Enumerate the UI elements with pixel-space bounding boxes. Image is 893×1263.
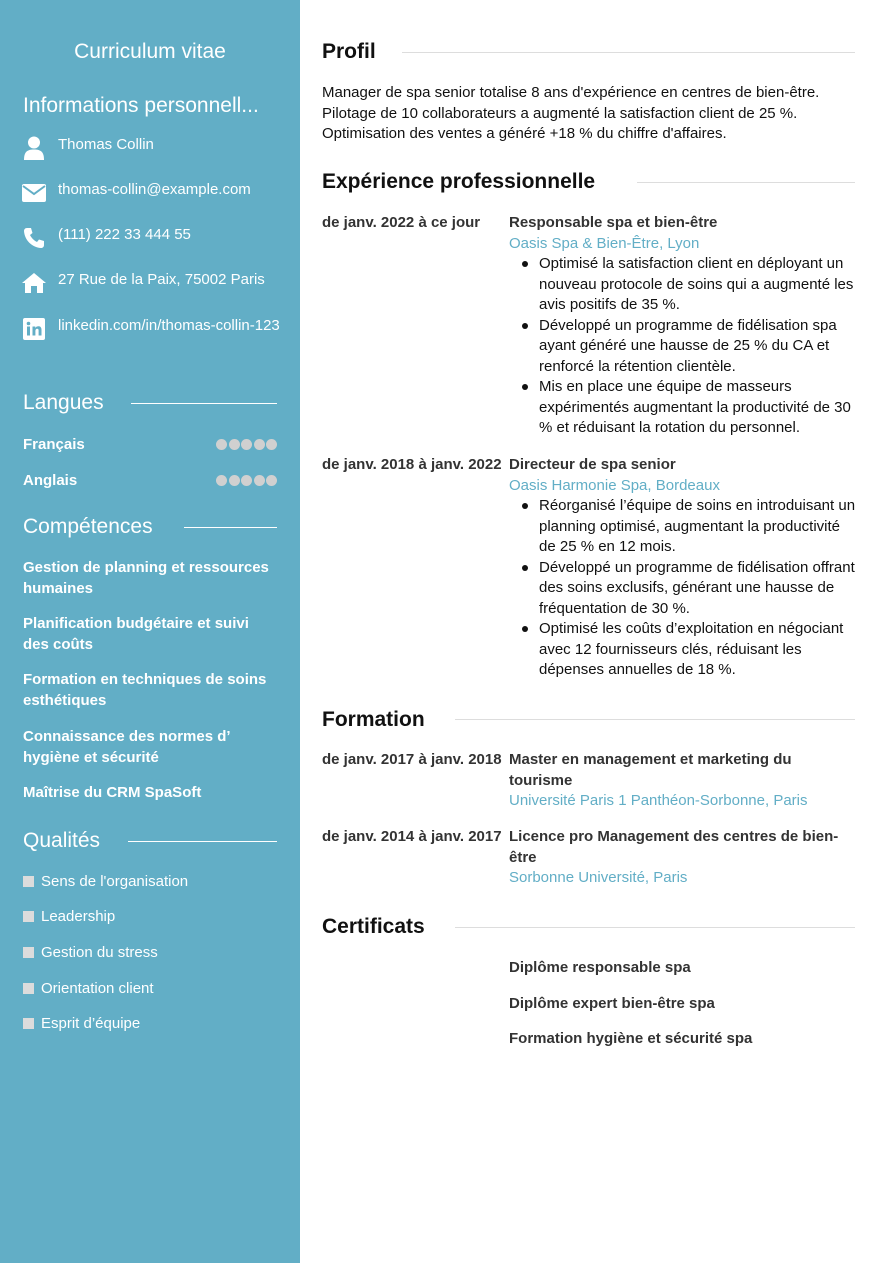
certificate-item: Diplôme responsable spa xyxy=(509,959,691,976)
achievement-item: Réorganisé l’équipe de soins en introduisant un planning optimisé, augmentant la productivité de 25 % en 12 mois. xyxy=(509,496,857,558)
skill-item: Maîtrise du CRM SpaSoft xyxy=(23,784,202,801)
quality-label: Gestion du stress xyxy=(41,944,158,961)
certificate-item: Diplôme expert bien-être spa xyxy=(509,995,715,1012)
language-level-dots xyxy=(216,439,277,450)
level-dot xyxy=(229,475,240,486)
language-name: Français xyxy=(23,435,85,453)
quality-label: Orientation client xyxy=(41,980,154,997)
contact-name: Thomas Collin xyxy=(58,136,154,153)
education-heading: Formation xyxy=(322,708,425,731)
level-dot xyxy=(216,439,227,450)
home-icon xyxy=(21,270,47,296)
level-dot xyxy=(266,439,277,450)
languages-divider xyxy=(131,403,277,404)
experience-dates: de janv. 2022 à ce jour xyxy=(322,214,481,231)
quality-item xyxy=(23,908,115,925)
square-bullet-icon xyxy=(23,983,34,994)
institution: Université Paris 1 Panthéon-Sorbonne, Paris xyxy=(509,792,808,809)
level-dot xyxy=(266,475,277,486)
institution: Sorbonne Université, Paris xyxy=(509,869,688,886)
job-title: Directeur de spa senior xyxy=(509,456,676,473)
degree-title: Master en management et marketing du tourisme xyxy=(509,751,792,789)
skills-heading: Compétences xyxy=(23,515,153,538)
experience-entry xyxy=(509,213,857,439)
education-entry xyxy=(509,750,857,812)
level-dot xyxy=(241,439,252,450)
certificates-heading: Certificats xyxy=(322,915,425,938)
contact-phone-row xyxy=(21,225,281,251)
contact-address: 27 Rue de la Paix, 75002 Paris xyxy=(58,271,265,288)
envelope-icon xyxy=(21,180,47,206)
experience-entry xyxy=(509,455,857,681)
education-divider xyxy=(455,719,855,720)
language-row xyxy=(23,434,277,454)
languages-heading: Langues xyxy=(23,391,104,414)
square-bullet-icon xyxy=(23,911,34,922)
language-name: Anglais xyxy=(23,471,78,489)
achievement-list xyxy=(509,496,857,681)
main-content xyxy=(300,0,893,1263)
contact-email-row xyxy=(21,180,281,206)
level-dot xyxy=(229,439,240,450)
skill-item: Planification budgétaire et suivi des coûts xyxy=(23,615,249,653)
experience-heading: Expérience professionnelle xyxy=(322,170,596,193)
skill-item: Formation en techniques de soins esthétiques xyxy=(23,671,267,709)
quality-label: Sens de l'organisation xyxy=(41,873,189,890)
qualities-divider xyxy=(128,841,277,842)
level-dot xyxy=(216,475,227,486)
experience-divider xyxy=(637,182,855,183)
skills-divider xyxy=(184,527,277,528)
language-row xyxy=(23,470,277,490)
phone-icon xyxy=(21,225,47,251)
achievement-item: Mis en place une équipe de masseurs expérimentés augmentant la productivité de 30 % et réduisant la rotation du personnel. xyxy=(509,377,857,439)
achievement-item: Optimisé la satisfaction client en déployant un nouveau protocole de soins qui a augmenté les avis positifs de 35 %. xyxy=(509,254,857,316)
education-dates: de janv. 2014 à janv. 2017 xyxy=(322,828,502,845)
contact-linkedin-row xyxy=(21,316,281,342)
quality-item xyxy=(23,873,188,890)
experience-dates: de janv. 2018 à janv. 2022 xyxy=(322,456,502,473)
job-title: Responsable spa et bien-être xyxy=(509,214,718,231)
quality-label: Esprit d’équipe xyxy=(41,1015,141,1032)
quality-label: Leadership xyxy=(41,908,116,925)
square-bullet-icon xyxy=(23,947,34,958)
employer: Oasis Harmonie Spa, Bordeaux xyxy=(509,476,720,494)
degree-title: Licence pro Management des centres de bien-être xyxy=(509,828,839,866)
certificate-item: Formation hygiène et sécurité spa xyxy=(509,1030,753,1047)
skill-item: Gestion de planning et ressources humaines xyxy=(23,559,269,597)
profile-heading: Profil xyxy=(322,40,376,63)
quality-item xyxy=(23,944,158,961)
quality-item xyxy=(23,980,154,997)
square-bullet-icon xyxy=(23,876,34,887)
achievement-list xyxy=(509,254,857,439)
education-entry xyxy=(509,827,857,889)
skill-item: Connaissance des normes d’ hygiène et sécurité xyxy=(23,728,230,766)
language-level-dots xyxy=(216,475,277,486)
contact-phone[interactable]: (111) 222 33 444 55 xyxy=(58,226,191,243)
square-bullet-icon xyxy=(23,1018,34,1029)
profile-summary: Manager de spa senior totalise 8 ans d'expérience en centres de bien-être. Pilotage de 10 collaborateurs a augmenté la satisfaction client de 25 %. Optimisation des ventes a généré +18 % du chiffre d'affaires. xyxy=(322,84,820,142)
sidebar xyxy=(0,0,300,1263)
contact-email[interactable]: thomas-collin@example.com xyxy=(58,181,251,198)
level-dot xyxy=(254,475,265,486)
achievement-item: Développé un programme de fidélisation spa ayant généré une hausse de 25 % du CA et renforcé la rétention clientèle. xyxy=(509,316,857,378)
achievement-item: Développé un programme de fidélisation offrant des soins exclusifs, générant une hausse de fréquentation de 30 %. xyxy=(509,558,857,620)
linkedin-icon xyxy=(21,316,47,342)
quality-item xyxy=(23,1015,140,1032)
level-dot xyxy=(254,439,265,450)
cv-title: Curriculum vitae xyxy=(74,40,226,63)
employer: Oasis Spa & Bien-Être, Lyon xyxy=(509,234,700,252)
contact-address-row xyxy=(21,270,281,296)
certificates-divider xyxy=(455,927,855,928)
qualities-heading: Qualités xyxy=(23,829,101,852)
personal-info-heading: Informations personnell... xyxy=(23,94,259,117)
contact-name-row xyxy=(21,135,281,161)
profile-divider xyxy=(402,52,855,53)
user-icon xyxy=(21,135,47,161)
education-dates: de janv. 2017 à janv. 2018 xyxy=(322,751,502,768)
achievement-item: Optimisé les coûts d’exploitation en négociant avec 12 fournisseurs clés, réduisant les dépenses annuelles de 18 %. xyxy=(509,619,857,681)
level-dot xyxy=(241,475,252,486)
contact-linkedin[interactable]: linkedin.com/in/thomas-collin-123 xyxy=(58,317,280,334)
